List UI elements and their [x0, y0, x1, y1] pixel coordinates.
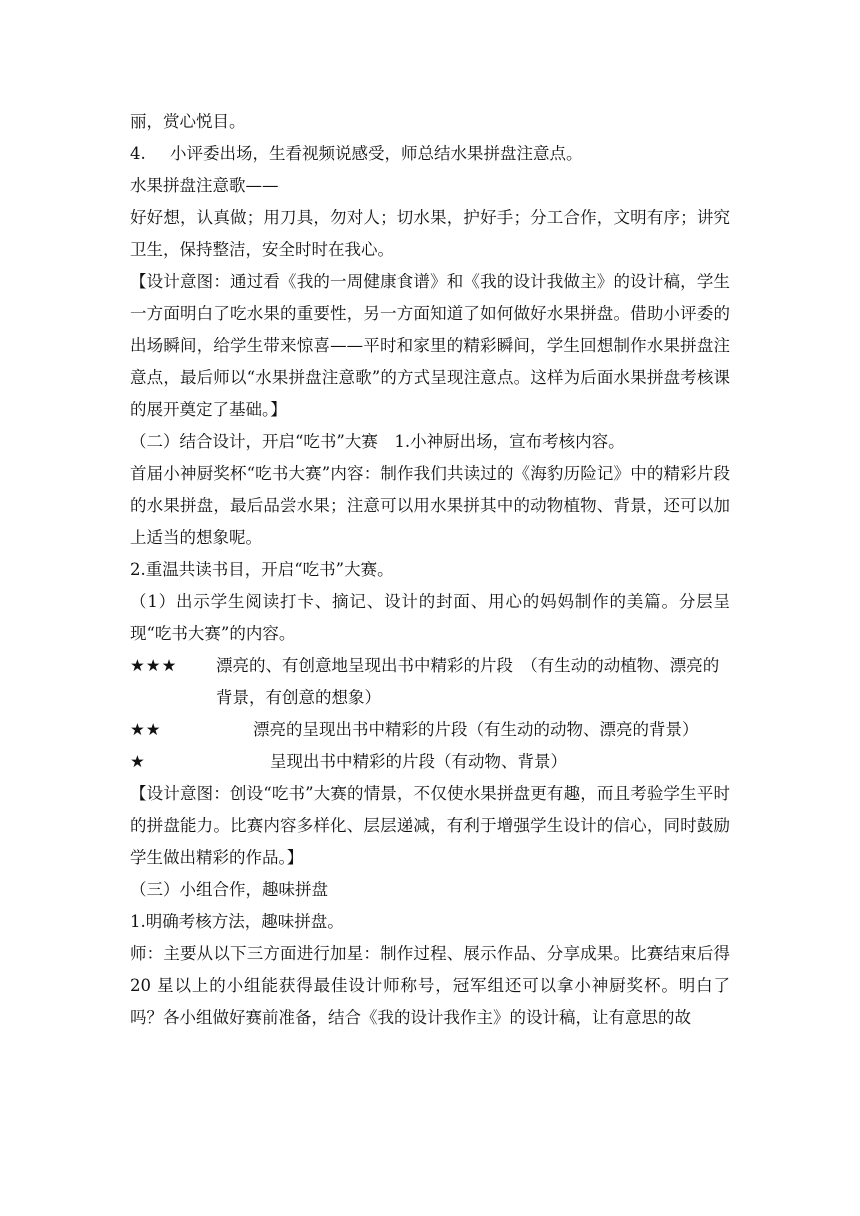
step-2-detail: （1）出示学生阅读打卡、摘记、设计的封面、用心的妈妈制作的美篇。分层呈现“吃书大赛”的内容。: [130, 592, 730, 643]
rating-one-text: 呈现出书中精彩的片段（有动物、背景）: [270, 752, 567, 771]
rating-one-star: [130, 746, 730, 778]
rating-three-text: 漂亮的、有创意地呈现出书中精彩的片段 （有生动的动植物、漂亮的背景，有创意的想象）: [216, 656, 720, 707]
section-heading-3: （三）小组合作，趣味拼盘: [130, 880, 328, 899]
list-item-4: [130, 138, 730, 170]
step-2: 2.重温共读书目，开启“吃书”大赛。: [130, 560, 394, 579]
document-body: [130, 106, 730, 1034]
three-star-icon: ★★★: [130, 656, 178, 675]
paragraph-continuation: 丽，赏心悦目。: [130, 112, 246, 131]
list-number: 4.: [130, 144, 146, 163]
contest-content: 首届小神厨奖杯“吃书大赛”内容：制作我们共读过的《海豹历险记》中的精彩片段的水果拼盘，最后品尝水果；注意可以用水果拼其中的动物植物、背景，还可以加上适当的想象呢。: [130, 464, 730, 547]
two-star-icon: ★★: [130, 720, 162, 739]
rating-two-stars: [130, 714, 730, 746]
song-lyrics: 好好想，认真做；用刀具，勿对人；切水果，护好手；分工合作，文明有序；讲究卫生，保持整洁，安全时时在我心。: [130, 208, 730, 259]
one-star-icon: ★: [130, 752, 146, 771]
section-heading-2: （二）结合设计，开启“吃书”大赛 1.小神厨出场，宣布考核内容。: [130, 432, 625, 451]
song-title: 水果拼盘注意歌——: [130, 176, 279, 195]
step-1: 1.明确考核方法，趣味拼盘。: [130, 912, 344, 931]
design-intent-1: 【设计意图：通过看《我的一周健康食谱》和《我的设计我做主》的设计稿，学生一方面明白了吃水果的重要性，另一方面知道了如何做好水果拼盘。借助小评委的出场瞬间，给学生带来惊喜——平时和家里的精彩瞬间，学生回想制作水果拼盘注意点，最后师以“水果拼盘注意歌”的方式呈现注意点。这样为后面水果拼盘考核课的展开奠定了基础。】: [130, 272, 730, 419]
teacher-instructions: 师：主要从以下三方面进行加星：制作过程、展示作品、分享成果。比赛结束后得 20 星以上的小组能获得最佳设计师称号，冠军组还可以拿小神厨奖杯。明白了吗？各小组做好赛前准备，结合《我的设计我作主》的设计稿，让有意思的故: [130, 944, 730, 1027]
rating-three-stars: [130, 650, 730, 714]
list-item-text: 小评委出场，生看视频说感受，师总结水果拼盘注意点。: [170, 144, 583, 163]
design-intent-2: 【设计意图：创设“吃书”大赛的情景，不仅使水果拼盘更有趣，而且考验学生平时的拼盘能力。比赛内容多样化、层层递减，有利于增强学生设计的信心，同时鼓励学生做出精彩的作品。】: [130, 784, 730, 867]
rating-two-text: 漂亮的呈现出书中精彩的片段（有生动的动物、漂亮的背景）: [253, 720, 699, 739]
